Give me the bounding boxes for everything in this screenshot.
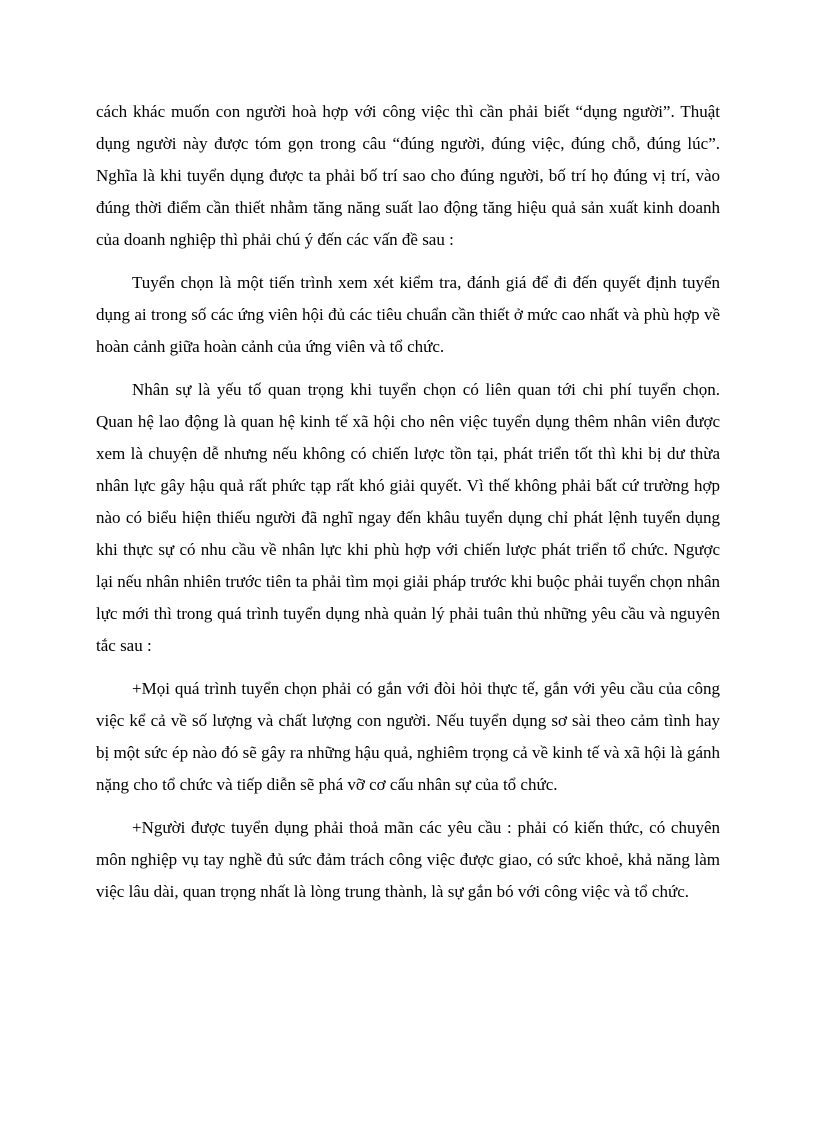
paragraph-2: Tuyển chọn là một tiến trình xem xét kiểm tra, đánh giá để đi đến quyết định tuyển dụng ai trong số các ứng viên hội đủ các tiêu chuẩn cần thiết ở mức cao nhất và phù hợp về hoàn cảnh giữa hoàn cảnh của ứng viên và tổ chức. (96, 273, 720, 356)
document-page (96, 96, 720, 919)
paragraph-3: Nhân sự là yếu tố quan trọng khi tuyển chọn có liên quan tới chi phí tuyển chọn. Quan hệ lao động là quan hệ kinh tế xã hội cho nên việc tuyển dụng thêm nhân viên được xem là chuyện dễ nhưng nếu không có chiến lược tồn tại, phát triển tốt thì khi bị dư thừa nhân lực gây hậu quả rất phức tạp rất khó giải quyết. Vì thế không phải bất cứ trường hợp nào có biểu hiện thiếu người đã nghĩ ngay đến khâu tuyển dụng chỉ phát lệnh tuyển dụng khi thực sự có nhu cầu về nhân lực khi phù hợp với chiến lược phát triển tổ chức. Ngược lại nếu nhân nhiên trước tiên ta phải tìm mọi giải pháp trước khi buộc phải tuyển chọn nhân lực mới thì trong quá trình tuyển dụng nhà quản lý phải tuân thủ những yêu cầu và nguyên tắc sau : (96, 380, 720, 655)
paragraph-4: +Mọi quá trình tuyển chọn phải có gắn với đòi hỏi thực tế, gắn với yêu cầu của công việc kể cả về số lượng và chất lượng con người. Nếu tuyển dụng sơ sài theo cảm tình hay bị một sức ép nào đó sẽ gây ra những hậu quả, nghiêm trọng cả về kinh tế và xã hội là gánh nặng cho tổ chức và tiếp diễn sẽ phá vỡ cơ cấu nhân sự của tổ chức. (96, 679, 720, 794)
paragraph-1: cách khác muốn con người hoà hợp với công việc thì cần phải biết “dụng người”. Thuật dụng người này được tóm gọn trong câu “đúng người, đúng việc, đúng chỗ, đúng lúc”. Nghĩa là khi tuyển dụng được ta phải bố trí sao cho đúng người, bố trí họ đúng vị trí, vào đúng thời điểm cần thiết nhằm tăng năng suất lao động tăng hiệu quả sản xuất kinh doanh của doanh nghiệp thì phải chú ý đến các vấn đề sau : (96, 102, 720, 249)
paragraph-5: +Người được tuyển dụng phải thoả mãn các yêu cầu : phải có kiến thức, có chuyên môn nghiệp vụ tay nghề đủ sức đảm trách công việc được giao, có sức khoẻ, khả năng làm việc lâu dài, quan trọng nhất là lòng trung thành, là sự gắn bó với công việc và tổ chức. (96, 818, 720, 901)
